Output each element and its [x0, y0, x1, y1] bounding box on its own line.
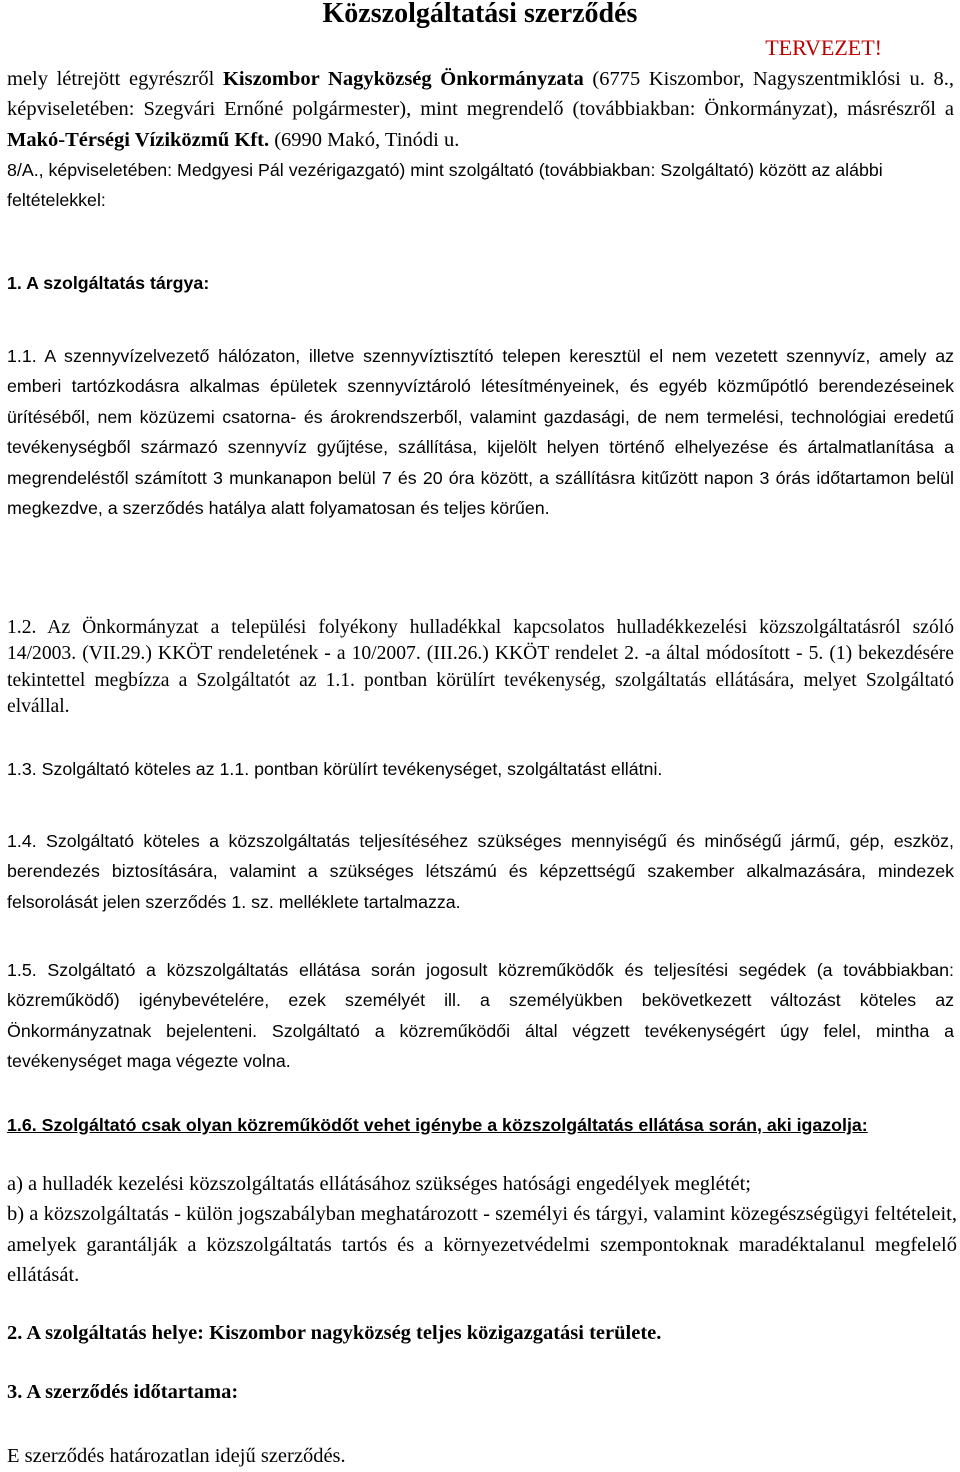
section-1-heading: 1. A szolgáltatás tárgya:	[7, 273, 210, 293]
clause-1-5: 1.5. Szolgáltató a közszolgáltatás ellátása során jogosult közreműködők és teljesítési segédek (a továbbiakban: közreműködő) igénybevételére, ezek személyét ill. a személyükben bekövetkezett változást köteles az Önkormányzatnak bejelenteni. Szolgáltató a közreműködői által végzett tevékenységért úgy felel, mintha a tevékenységet maga végezte volna.	[7, 960, 954, 1072]
section-3-heading: 3. A szerződés időtartama:	[7, 1381, 239, 1403]
clause-1-3: 1.3. Szolgáltató köteles az 1.1. pontban körülírt tevékenységet, szolgáltatást ellátni.	[7, 759, 663, 779]
clause-1-2: 1.2. Az Önkormányzat a települési folyékony hulladékkal kapcsolatos hulladékkezelési közszolgáltatásról szóló 14/2003. (VII.29.) KKÖT rendeletének - a 10/2007. (III.26.) KKÖT rendelet 2. -a által módosított - 5. (1) bekezdésére tekintettel megbízza a Szolgáltatót az 1.1. pontban körülírt tevékenység, szolgáltatás ellátására, melyet Szolgáltató elvállal.	[7, 617, 954, 718]
clause-1-4: 1.4. Szolgáltató köteles a közszolgáltatás teljesítéséhez szükséges mennyiségű és minőségű jármű, gép, eszköz, berendezés biztosítására, valamint a szükséges létszámú és képzettségű szakember alkalmazására, mindezek felsorolását jelen szerződés 1. sz. melléklete tartalmazza.	[7, 831, 954, 912]
clause-1-6-heading: 1.6. Szolgáltató csak olyan közreműködőt vehet igénybe a közszolgáltatás ellátása során, aki igazolja:	[7, 1115, 868, 1135]
clause-1-1: 1.1. A szennyvízelvezető hálózaton, illetve szennyvíztisztító telepen keresztül el nem vezetett szennyvíz, amely az emberi tartózkodásra alkalmas épületek szennyvíztároló létesítményeinek, és egyéb közműpótló berendezéseinek ürítéséből, nem közüzemi csatorna- és árokrendszerből, valamint gazdasági, de nem termelési, technológiai eredetű tevékenységből származó szennyvíz gyűjtése, szállítása, kijelölt helyen történő elhelyezése és ártalmatlanítása a megrendeléstől számított 3 munkanapon belül 7 és 20 óra között, a szállításra kitűzött napon 3 órás időtartamon belül megkezdve, a szerződés hatálya alatt folyamatosan és teljes körűen.	[7, 346, 954, 519]
draft-mark: TERVEZET!	[765, 35, 882, 60]
document-title: Közszolgáltatási szerződés	[322, 0, 638, 29]
clause-1-6-item-b: b) a közszolgáltatás - külön jogszabályban meghatározott - személyi és tárgyi, valamint közegészségügyi feltételeit, amelyek garantálják a közszolgáltatás tartós és a környezetvédelmi szempontoknak maradéktalanul megfelelő ellátását.	[7, 1203, 957, 1286]
intro-paragraph-continued: 8/A., képviseletében: Medgyesi Pál vezérigazgató) mint szolgáltató (továbbiakban: Szolgáltató) között az alábbi feltételekkel:	[7, 160, 883, 211]
municipality-name: Kiszombor Nagyközség Önkormányzata	[222, 68, 584, 90]
intro-paragraph: mely létrejött egyrészről Kiszombor Nagyközség Önkormányzata (6775 Kiszombor, Nagyszentmiklósi u. 8., képviseletében: Szegvári Ernőné polgármester), mint megrendelő (továbbiakban: Önkormányzat), másrészről a Makó-Térségi Víziközmű Kft. (6990 Makó, Tinódi u.	[7, 68, 954, 151]
section-2: 2. A szolgáltatás helye: Kiszombor nagyközség teljes közigazgatási területe.	[7, 1322, 662, 1344]
provider-name: Makó-Térségi Víziközmű Kft.	[7, 128, 270, 151]
section-3-text: E szerződés határozatlan idejű szerződés.	[7, 1445, 346, 1467]
clause-1-6-item-a: a) a hulladék kezelési közszolgáltatás ellátásához szükséges hatósági engedélyek meglétét;	[7, 1173, 751, 1195]
clause-1-6-items	[7, 1169, 957, 1290]
